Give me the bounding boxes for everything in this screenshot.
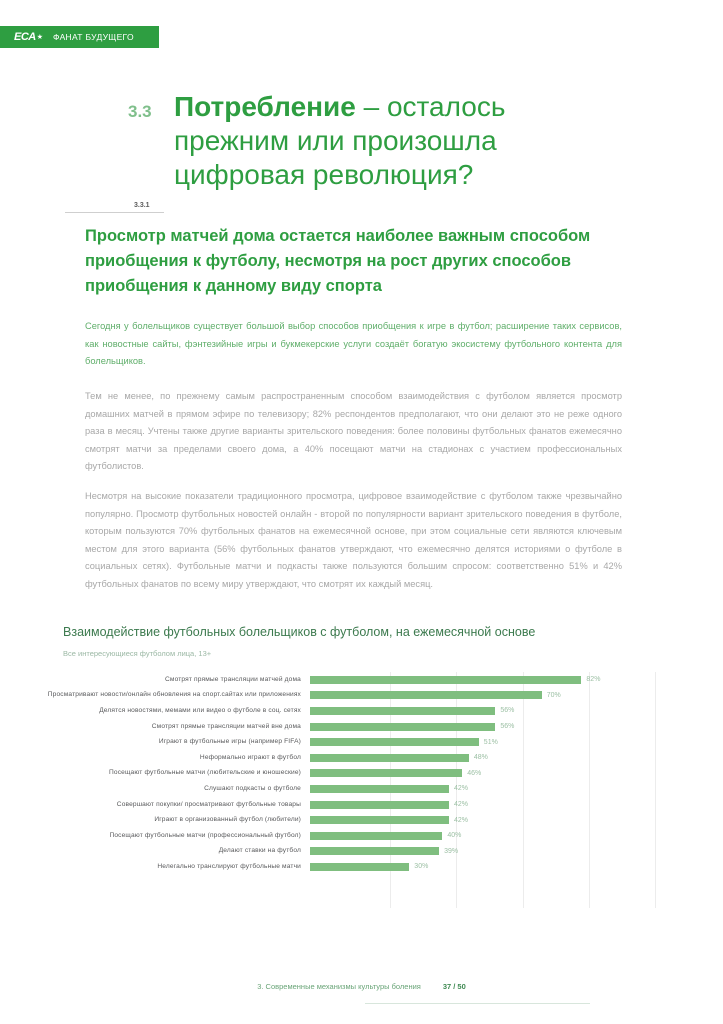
- page-footer: [0, 982, 723, 991]
- chart-bar-wrapper: [310, 766, 641, 782]
- subsection-rule: [65, 212, 164, 213]
- chart-value-label: 30%: [414, 863, 429, 871]
- chart-category-label: Играют в футбольные игры (например FIFA): [158, 738, 301, 746]
- paragraph-intro: Сегодня у болельщиков существует большой выбор способов приобщения к игре в футбол; расширение таких сервисов, как новостные сайты, фэнтезийные игры и букмекерские услуги создаёт богатую экосистему футбольного контента для болельщиков.: [85, 321, 622, 366]
- chart-rows: [14, 672, 709, 875]
- chart-subtitle: Все интересующиеся футболом лица, 13+: [63, 649, 212, 658]
- chart-bar-wrapper: [310, 734, 641, 750]
- chart-bar: [310, 676, 581, 684]
- chart-title: Взаимодействие футбольных болельщиков с футболом, на ежемесячной основе: [63, 625, 536, 639]
- paragraph-digital-engagement: Несмотря на высокие показатели традиционного просмотра, цифровое взаимодействие с футболом также чрезвычайно популярно. Просмотр футбольных новостей онлайн - второй по популярности вариант зрительского поведения в футболе, которым пользуются 70% футбольных фанатов на ежемесячной основе, при этом социальные сети являются ключевым местом для этого варианта (56% футбольных фанатов утверждают, что ежемесячно делятся историями о футболе в социальных сетях). Футбольные матчи и подкасты также пользуются большим спросом: соответственно 51% и 42% футбольных фанатов по всему миру утверждают, что смотрят их каждый месяц.: [85, 491, 622, 589]
- chart-category-label: Просматривают новости/онлайн обновления на спорт.сайтах или приложениях: [47, 691, 301, 699]
- chart-value-label: 40%: [447, 832, 462, 840]
- chart-value-label: 42%: [454, 785, 469, 793]
- chart-bar-wrapper: [310, 828, 641, 844]
- footer-rule: [365, 1003, 590, 1004]
- chart-bar: [310, 816, 449, 824]
- chart-bar: [310, 707, 495, 715]
- chart-category-label: Неформально играют в футбол: [199, 753, 301, 761]
- chart-row: [14, 812, 709, 828]
- chart-row: [14, 797, 709, 813]
- chart-bar-wrapper: [310, 797, 641, 813]
- page-title: [174, 90, 608, 192]
- chart-row: [14, 766, 709, 782]
- chart-value-label: 51%: [483, 738, 498, 746]
- chart-value-label: 56%: [500, 723, 515, 731]
- header-bar: [0, 26, 159, 48]
- chart-value-label: 42%: [454, 816, 469, 824]
- chart-bar: [310, 847, 439, 855]
- engagement-bar-chart: [14, 672, 709, 912]
- chart-category-label: Нелегально транслируют футбольные матчи: [157, 862, 301, 870]
- chart-row: [14, 781, 709, 797]
- chart-row: [14, 703, 709, 719]
- chart-value-label: 46%: [467, 769, 482, 777]
- footer-page-number: 37 / 50: [442, 982, 466, 991]
- subsection-heading: Просмотр матчей дома остается наиболее важным способом приобщения к футболу, несмотря на рост других способов приобщения к данному виду спорта: [85, 227, 591, 295]
- chart-value-label: 56%: [500, 707, 515, 715]
- logo-underline: [14, 67, 40, 68]
- chart-bar: [310, 863, 409, 871]
- header-tagline: ФАНАТ БУДУЩЕГО: [53, 32, 134, 42]
- chart-bar: [310, 769, 462, 777]
- paragraph-traditional-viewing: Тем не менее, по прежнему самым распространенным способом взаимодействия с футболом является просмотр домашних матчей в прямом эфире по телевизору; 82% респондентов предполагают, что они делают это не реже одного раза в месяц. Учтены также другие варианты зрительского поведения: более половины футбольных фанатов ежемесячно смотрят матчи за пределами своего дома, а 40% посещают матчи на стадионах с участием профессиональных футболистов.: [85, 391, 622, 471]
- chart-row: [14, 828, 709, 844]
- chart-bar: [310, 691, 542, 699]
- subsection-number: 3.3.1: [134, 202, 150, 209]
- chart-value-label: 48%: [473, 754, 488, 762]
- chart-category-label: Смотрят прямые трансляции матчей дома: [164, 675, 301, 683]
- chart-row: [14, 672, 709, 688]
- chart-row: [14, 734, 709, 750]
- chart-row: [14, 719, 709, 735]
- chart-bar-wrapper: [310, 719, 641, 735]
- page-title-bold: Потребление: [174, 91, 356, 122]
- chart-bar: [310, 801, 449, 809]
- chart-value-label: 39%: [444, 847, 459, 855]
- chart-category-label: Посещают футбольные матчи (профессиональный футбол): [109, 831, 301, 839]
- chart-row: [14, 750, 709, 766]
- chart-category-label: Делятся новостями, мемами или видео о футболе в соц. сетях: [99, 706, 301, 714]
- chart-category-label: Совершают покупки/ просматривают футбольные товары: [116, 800, 301, 808]
- chart-category-label: Играют в организованный футбол (любители): [154, 816, 301, 824]
- chart-bar-wrapper: [310, 859, 641, 875]
- chart-row: [14, 859, 709, 875]
- logo-text: ECA: [14, 31, 36, 43]
- chart-row: [14, 688, 709, 704]
- chapter-number: 3.3: [128, 102, 152, 121]
- chart-bar: [310, 785, 449, 793]
- chart-bar-wrapper: [310, 844, 641, 860]
- chart-bar-wrapper: [310, 672, 641, 688]
- chart-bar-wrapper: [310, 688, 641, 704]
- chart-value-label: 70%: [546, 691, 561, 699]
- chart-value-label: 42%: [454, 801, 469, 809]
- chart-bar: [310, 738, 479, 746]
- footer-section-label: 3. Современные механизмы культуры боления: [257, 982, 421, 991]
- chart-bar: [310, 723, 495, 731]
- chart-bar-wrapper: [310, 812, 641, 828]
- chart-value-label: 82%: [586, 676, 601, 684]
- chart-row: [14, 844, 709, 860]
- chart-category-label: Посещают футбольные матчи (любительские и юношеские): [108, 769, 301, 777]
- chart-bar: [310, 832, 442, 840]
- chart-bar: [310, 754, 469, 762]
- star-icon: ★: [36, 34, 44, 41]
- eca-logo: [14, 32, 43, 42]
- chart-bar-wrapper: [310, 703, 641, 719]
- chart-category-label: Слушают подкасты о футболе: [204, 784, 301, 792]
- chart-category-label: Смотрят прямые трансляции матчей вне дома: [151, 722, 301, 730]
- chart-bar-wrapper: [310, 750, 641, 766]
- chapter-title-block: [128, 90, 608, 192]
- chart-category-label: Делают ставки на футбол: [218, 847, 301, 855]
- chart-bar-wrapper: [310, 781, 641, 797]
- page-title-rest: – осталось прежним или произошла цифровая революция?: [174, 91, 506, 190]
